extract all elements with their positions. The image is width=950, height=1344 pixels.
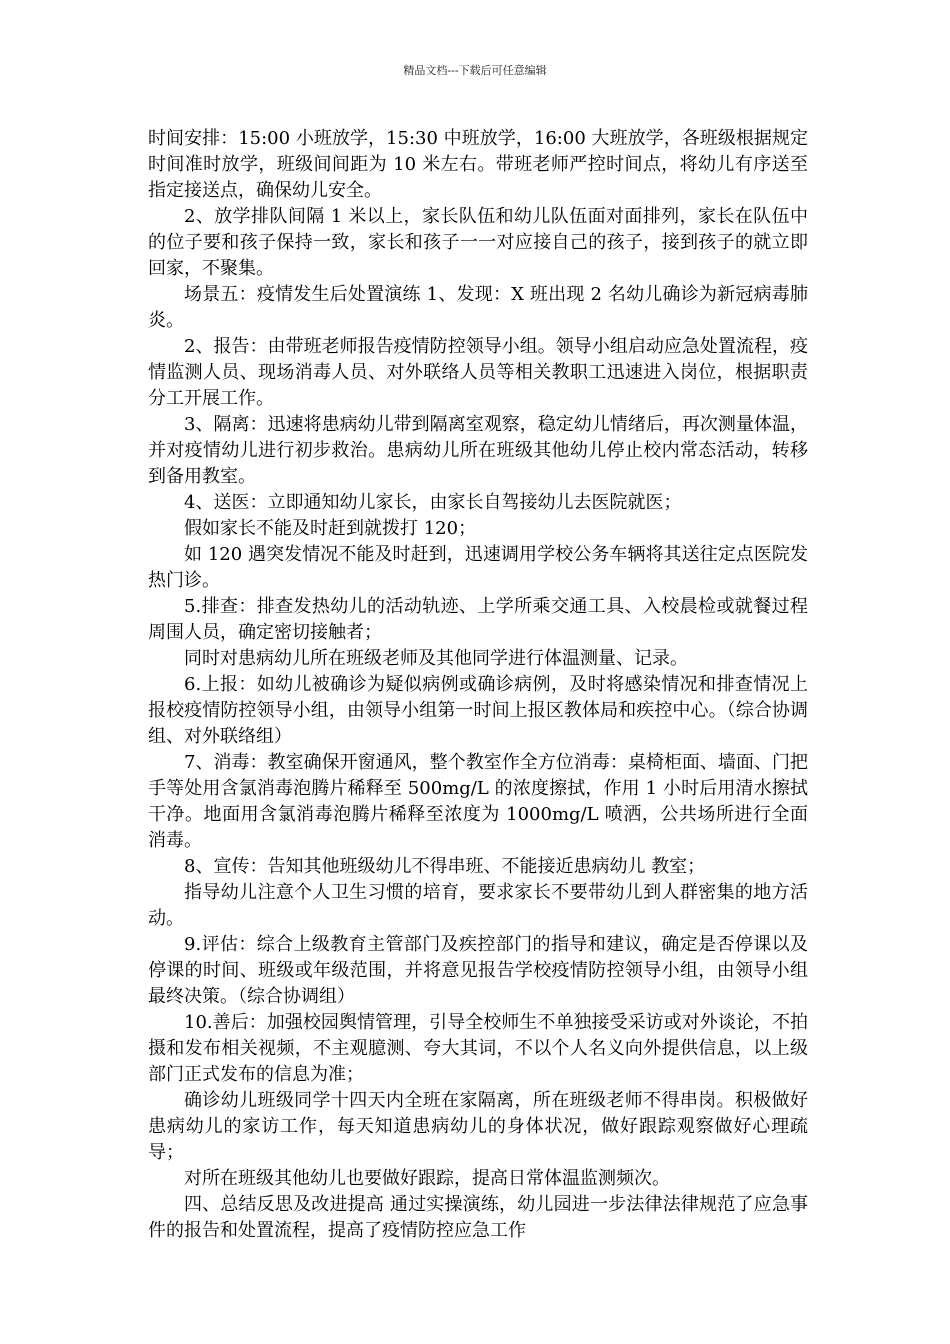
paragraph: 4、送医：立即通知幼儿家长，由家长自驾接幼儿去医院就医； [184,492,682,513]
paragraph: 7、消毒：教室确保开窗通风，整个教室作全方位消毒：桌椅柜面、墙面、门把手等处用含氯消毒泡腾片稀释至 500mg/L 的浓度擦拭，作用 1 小时后用清水擦拭干净。地面用含氯消毒泡腾片稀释至浓度为 1000mg/L 喷洒，公共场所进行全面消毒。 [148,752,808,851]
paragraph: 10.善后：加强校园舆情管理，引导全校师生不单独接受采访或对外谈论，不拍摄和发布相关视频，不主观臆测、夸大其词，不以个人名义向外提供信息，以上级部门正式发布的信息为准； [148,1012,808,1085]
paragraph: 指导幼儿注意个人卫生习惯的培育，要求家长不要带幼儿到人群密集的地方活动。 [148,882,808,929]
paragraph: 9.评估：综合上级教育主管部门及疾控部门的指导和建议，确定是否停课以及停课的时间、班级或年级范围，并将意见报告学校疫情防控领导小组，由领导小组最终决策。（综合协调组） [148,934,808,1007]
paragraph: 3、隔离：迅速将患病幼儿带到隔离室观察，稳定幼儿情绪后，再次测量体温，并对疫情幼儿进行初步救治。患病幼儿所在班级其他幼儿停止校内常态活动，转移到备用教室。 [148,414,808,487]
page-header: 精品文档---下载后可任意编辑 [403,64,547,77]
paragraph: 同时对患病幼儿所在班级老师及其他同学进行体温测量、记录。 [184,648,688,669]
paragraph: 确诊幼儿班级同学十四天内全班在家隔离，所在班级老师不得串岗。积极做好患病幼儿的家访工作，每天知道患病幼儿的身体状况，做好跟踪观察做好心理疏导； [148,1090,808,1163]
paragraph: 四、总结反思及改进提高 通过实操演练，幼儿园进一步法律法律规范了应急事件的报告和处置流程，提高了疫情防控应急工作 [148,1194,808,1241]
paragraph: 时间安排：15:00 小班放学，15:30 中班放学，16:00 大班放学，各班级根据规定时间准时放学，班级间间距为 10 米左右。带班老师严控时间点，将幼儿有序送至指定接送点，确保幼儿安全。 [148,128,808,201]
paragraph: 场景五：疫情发生后处置演练 1、发现：X 班出现 2 名幼儿确诊为新冠病毒肺炎。 [148,284,808,331]
paragraph: 对所在班级其他幼儿也要做好跟踪，提高日常体温监测频次。 [184,1168,670,1189]
document-body [148,126,808,1244]
paragraph: 6.上报：如幼儿被确诊为疑似病例或确诊病例，及时将感染情况和排查情况上报校疫情防控领导小组，由领导小组第一时间上报区教体局和疾控中心。（综合协调组、对外联络组） [148,674,808,747]
paragraph: 8、宣传：告知其他班级幼儿不得串班、不能接近患病幼儿 教室； [184,856,706,877]
paragraph: 2、报告：由带班老师报告疫情防控领导小组。领导小组启动应急处置流程，疫情监测人员、现场消毒人员、对外联络人员等相关教职工迅速进入岗位，根据职责分工开展工作。 [148,336,808,409]
paragraph: 假如家长不能及时赶到就拨打 120； [184,518,477,539]
paragraph: 如 120 遇突发情况不能及时赶到，迅速调用学校公务车辆将其送往定点医院发热门诊。 [148,544,808,591]
paragraph: 5.排查：排查发热幼儿的活动轨迹、上学所乘交通工具、入校晨检或就餐过程周围人员，确定密切接触者； [148,596,808,643]
paragraph: 2、放学排队间隔 1 米以上，家长队伍和幼儿队伍面对面排列，家长在队伍中的位子要和孩子保持一致，家长和孩子一一对应接自己的孩子，接到孩子的就立即回家，不聚集。 [148,206,808,279]
